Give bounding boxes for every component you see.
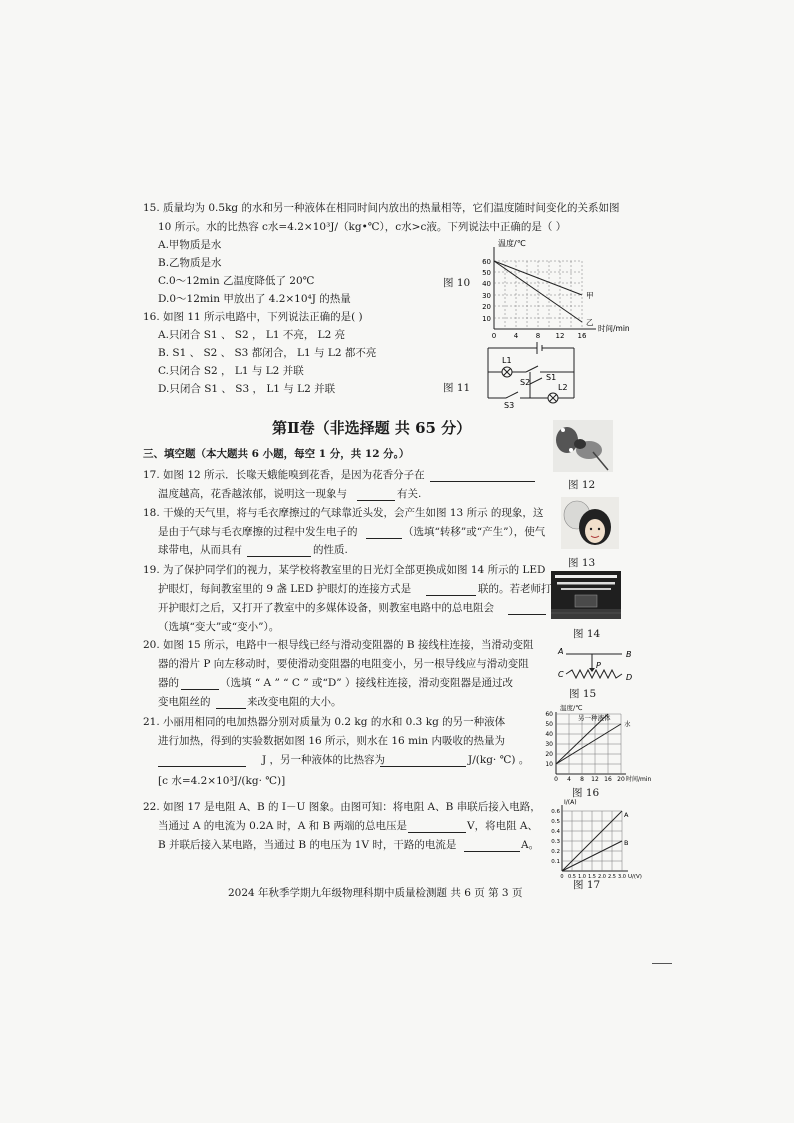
- q15-option-a: A.甲物质是水: [158, 239, 222, 251]
- q16-stem: 16. 如图 11 所示电路中，下列说法正确的是( ): [143, 311, 363, 323]
- fig16-ytick-30: 30: [545, 741, 553, 748]
- q15-option-b: B.乙物质是水: [158, 257, 222, 269]
- q17-line2: 温度越高，花香越浓郁，说明这一现象与: [158, 488, 347, 500]
- fig17-xtick-3.0: 3.0: [618, 874, 626, 880]
- fig10-ytick-40: 40: [482, 280, 491, 288]
- fig15-label-p: P: [596, 661, 601, 670]
- q21-line2: 进行加热，得到的实验数据如图 16 所示，则水在 16 min 内吸收的热量为: [158, 735, 505, 747]
- fig17-xtick-0.5: 0.5: [568, 874, 576, 880]
- page-footer: 2024 年秋季学期九年级物理科期中质量检测题 共 6 页 第 3 页: [228, 887, 523, 899]
- fig16-xtick-12: 12: [591, 776, 599, 783]
- fig14-classroom-image: [551, 571, 621, 619]
- fig16-xtick-16: 16: [604, 776, 612, 783]
- fig10-caption: 图 10: [443, 277, 471, 289]
- fig10-ytick-50: 50: [482, 269, 491, 277]
- q21-blank-2: [380, 766, 466, 767]
- fig10-label-jia: 甲: [586, 291, 594, 300]
- fig10-chart: [478, 235, 638, 341]
- q20-blank-2: [216, 708, 246, 709]
- fig10-xtick-12: 12: [555, 332, 565, 340]
- q19-blank-2: [508, 614, 546, 615]
- q17-line1: 17. 如图 12 所示．长喙天蛾能嗅到花香，是因为花香分子在: [143, 469, 425, 481]
- q19-line3: 开护眼灯之后，又打开了教室中的多媒体设备，则教室电路中的总电阻会: [158, 602, 494, 614]
- q22-line1: 22. 如图 17 是电阻 A、B 的 I－U 图象。由图可知：将电阻 A、B 串联后接入电路，: [143, 801, 541, 813]
- q21-line3a: J ，另一种液体的比热容为: [262, 754, 386, 766]
- fig16-xtick-20: 20: [617, 776, 625, 783]
- fig14-caption: 图 14: [573, 628, 601, 640]
- fig11-label-s2: S2: [520, 378, 531, 387]
- scan-mark: [652, 963, 672, 964]
- q18-line3b: 的性质.: [313, 544, 348, 556]
- q19-blank-1: [426, 595, 476, 596]
- fig11-caption: 图 11: [443, 382, 471, 394]
- fig16-caption: 图 16: [572, 787, 600, 799]
- fig17-ytick-0.2: 0.2: [551, 849, 560, 855]
- fig10-ytick-30: 30: [482, 292, 491, 300]
- fig16-ytick-50: 50: [545, 721, 553, 728]
- fig10-label-yi: 乙: [586, 318, 594, 327]
- q19-line2b: 联的。若老师打: [478, 583, 552, 595]
- fig17-ytick-0.3: 0.3: [551, 839, 560, 845]
- fig11-label-s1: S1: [546, 373, 557, 382]
- fig11-label-l1: L1: [502, 356, 512, 365]
- fig16-ylabel: 温度/℃: [560, 704, 583, 712]
- fig17-ytick-0.4: 0.4: [551, 829, 560, 835]
- fig13-balloon-image: [561, 497, 619, 549]
- q22-blank-2: [464, 851, 520, 852]
- q20-line3b: （选填 “ A ” “ C ” 或“D” ）接线柱连接，滑动变阻器是通过改: [220, 677, 513, 689]
- fig10-ytick-60: 60: [482, 258, 491, 266]
- q15-line1: 15. 质量均为 0.5kg 的水和另一种液体在相同时间内放出的热量相等，它们温度随时间变化的关系如图: [143, 202, 620, 214]
- fig17-ytick-0.5: 0.5: [551, 819, 560, 825]
- fig16-xlabel: 时间/min: [626, 776, 652, 783]
- fig10-ytick-20: 20: [482, 303, 491, 311]
- q18-blank-1: [366, 538, 402, 539]
- q18-line2: 是由于气球与毛衣摩擦的过程中发生电子的: [158, 526, 358, 538]
- q16-option-a: A.只闭合 S1 、 S2 ， L1 不亮， L2 亮: [158, 329, 346, 341]
- q20-blank-1: [181, 689, 219, 690]
- fig17-ylabel: I/(A): [564, 799, 577, 806]
- fig15-label-a: A: [558, 647, 564, 656]
- q20-line4: 变电阻丝的: [158, 696, 211, 708]
- q22-line3: B 并联后接入某电路，当通过 B 的电压为 1V 时，干路的电流是: [158, 839, 457, 851]
- q16-option-c: C.只闭合 S2 ， L1 与 L2 并联: [158, 365, 304, 377]
- fig16-label-liquid: 另一种液体: [578, 714, 611, 722]
- fig10-xlabel: 时间/min: [598, 324, 630, 333]
- fig12-moth-image: [553, 420, 613, 472]
- fig17-xtick-0: 0: [560, 874, 564, 880]
- fig11-circuit: [482, 338, 582, 410]
- fig10-xtick-16: 16: [577, 332, 587, 340]
- switch-s2-icon: [526, 366, 538, 372]
- q20-line1: 20. 如图 15 所示，电路中一根导线已经与滑动变阻器的 B 接线柱连接，当滑动变阻: [143, 639, 534, 651]
- part3-heading: 三、填空题（本大题共 6 小题，每空 1 分，共 12 分。）: [143, 448, 410, 460]
- fig17-ytick-0.6: 0.6: [551, 809, 560, 815]
- fig10-xtick-8: 8: [535, 332, 541, 340]
- fig16-xtick-4: 4: [567, 776, 571, 783]
- fig15-rheostat: [556, 642, 636, 686]
- fig16-ytick-60: 60: [545, 711, 553, 718]
- fig15-label-b: B: [626, 650, 632, 659]
- switch-s3-icon: [506, 392, 518, 398]
- q22-line2: 当通过 A 的电流为 0.2A 时，A 和 B 两端的总电压是: [158, 820, 408, 832]
- q15-option-d: D.0～12min 甲放出了 4.2×10⁴J 的热量: [158, 293, 351, 305]
- q21-blank-1: [158, 766, 246, 767]
- fig17-label-a: A: [624, 811, 629, 819]
- fig10-grid: [494, 261, 582, 329]
- fig16-ytick-10: 10: [545, 761, 553, 768]
- fig17-chart: [548, 797, 648, 881]
- fig17-xtick-2.0: 2.0: [598, 874, 606, 880]
- q18-line3: 球带电，从而具有: [158, 544, 242, 556]
- fig16-label-water: 水: [624, 720, 631, 728]
- fig10-ylabel: 温度/℃: [498, 239, 526, 248]
- q22-blank-1: [408, 832, 466, 833]
- fig17-caption: 图 17: [573, 879, 601, 891]
- fig15-label-c: C: [558, 670, 564, 679]
- fig16-ytick-40: 40: [545, 731, 553, 738]
- q18-line1: 18. 干燥的天气里，将与毛衣摩擦过的气球靠近头发，会产生如图 13 所示 的现象，这: [143, 507, 544, 519]
- fig10-ytick-10: 10: [482, 315, 491, 323]
- fig17-xlabel: U/(V): [628, 874, 642, 880]
- switch-s1-icon: [530, 378, 542, 384]
- fig15-label-d: D: [626, 673, 633, 682]
- q16-option-b: B. S1 、 S2 、 S3 都闭合， L1 与 L2 都不亮: [158, 347, 377, 359]
- q18-blank-2: [247, 556, 311, 557]
- q17-blank-2: [357, 500, 395, 501]
- fig17-xtick-1.5: 1.5: [588, 874, 596, 880]
- q19-line1: 19. 为了保护同学们的视力，某学校将教室里的日光灯全部更换成如图 14 所示的 LED: [143, 564, 546, 576]
- q21-line3b: J/(kg· ℃) 。: [468, 754, 530, 766]
- fig11-label-s3: S3: [504, 401, 515, 410]
- fig16-xtick-8: 8: [580, 776, 584, 783]
- q22-line3b: A。: [521, 839, 540, 851]
- q19-line2: 护眼灯，每间教室里的 9 盏 LED 护眼灯的连接方式是: [158, 583, 412, 595]
- fig16-chart: [542, 702, 652, 784]
- fig10-xtick-0: 0: [491, 332, 497, 340]
- q20-line2: 器的滑片 P 向左移动时，要使滑动变阻器的电阻变小，另一根导线应与滑动变阻: [158, 658, 529, 670]
- q15-option-c: C.0～12min 乙温度降低了 20℃: [158, 275, 315, 287]
- section2-title: 第Ⅱ卷（非选择题 共 65 分）: [272, 419, 472, 437]
- q21-line1: 21. 小丽用相同的电加热器分别对质量为 0.2 kg 的水和 0.3 kg 的另一种液体: [143, 716, 506, 728]
- q15-line2: 10 所示。水的比热容 c水=4.2×10³J/（kg•℃），c水>c液。下列说法中正确的是（ ）: [158, 221, 567, 233]
- fig13-caption: 图 13: [568, 557, 596, 569]
- fig11-label-l2: L2: [558, 383, 568, 392]
- resistance-wire: [566, 670, 622, 678]
- fig12-caption: 图 12: [568, 479, 596, 491]
- q17-line2b: 有关.: [397, 488, 422, 500]
- q18-line2b: （选填“转移”或“产生”），使气: [403, 526, 546, 538]
- fig17-ytick-0.1: 0.1: [551, 859, 560, 865]
- q20-line4b: 来改变电阻的大小。: [247, 696, 342, 708]
- q20-line3: 器的: [158, 677, 179, 689]
- fig16-ytick-20: 20: [545, 751, 553, 758]
- fig17-xtick-1.0: 1.0: [578, 874, 586, 880]
- fig16-xtick-0: 0: [554, 776, 558, 783]
- q21-line4: [c 水=4.2×10³J/(kg· ℃)]: [158, 775, 286, 787]
- q22-line2b: V，将电阻 A、: [467, 820, 539, 832]
- q19-line4: （选填“变大”或“变小”）。: [158, 621, 280, 633]
- fig17-label-b: B: [624, 839, 629, 847]
- q16-option-d: D.只闭合 S1 、 S3 ， L1 与 L2 并联: [158, 383, 336, 395]
- q17-blank-1: [430, 481, 535, 482]
- fig10-xtick-4: 4: [513, 332, 519, 340]
- fig17-xtick-2.5: 2.5: [608, 874, 616, 880]
- fig15-caption: 图 15: [569, 688, 597, 700]
